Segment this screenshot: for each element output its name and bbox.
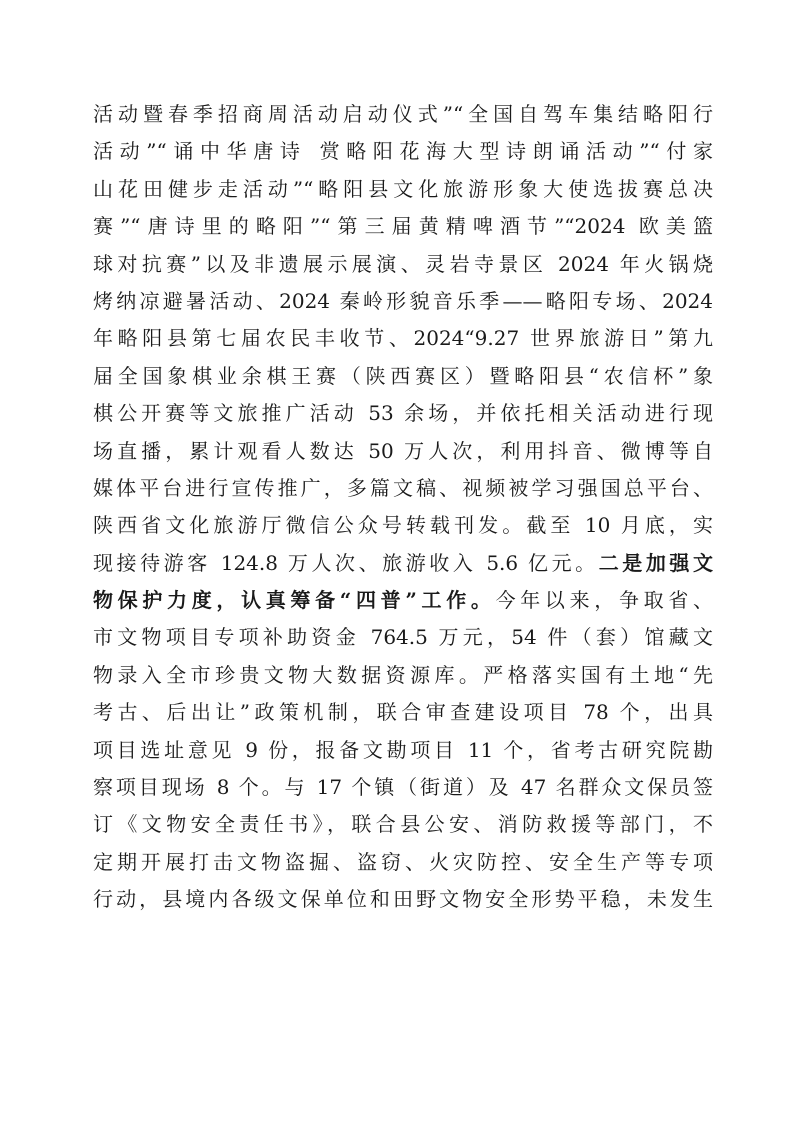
- text-line-20: 订《文物安全责任书》，联合县公安、消防救援等部门，不: [93, 812, 713, 837]
- body-paragraph: [93, 96, 713, 919]
- bold-heading-segment: 物保护力度，认真筹备“四普”工作。: [93, 588, 496, 613]
- text-line-9: 棋公开赛等文旅推广活动 53 余场，并依托相关活动进行现: [93, 401, 713, 426]
- text-line-19: 察项目现场 8 个。与 17 个镇（街道）及 47 名群众文保员签: [93, 775, 713, 800]
- text-line-15: 市文物项目专项补助资金 764.5 万元，54 件（套）馆藏文: [93, 625, 713, 650]
- text-line-6: 烤纳凉避暑活动、2024 秦岭形貌音乐季——略阳专场、2024: [93, 288, 713, 313]
- text-line-1: 活动暨春季招商周活动启动仪式”“全国自驾车集结略阳行: [93, 102, 713, 126]
- text-line-3: 山花田健步走活动”“略阳县文化旅游形象大使选拔赛总决: [93, 176, 713, 201]
- text-line-7: 年略阳县第七届农民丰收节、2024“9.27 世界旅游日”第九: [93, 326, 713, 351]
- text-line-11: 媒体平台进行宣传推广，多篇文稿、视频被学习强国总平台、: [93, 475, 713, 500]
- text-line-17: 考古、后出让”政策机制，联合审查建设项目 78 个，出具: [93, 700, 713, 725]
- text-line-21: 定期开展打击文物盗掘、盗窃、火灾防控、安全生产等专项: [93, 849, 713, 874]
- text-line-5: 球对抗赛”以及非遗展示展演、灵岩寺景区 2024 年火锅烧: [93, 251, 713, 276]
- text-segment: 现接待游客 124.8 万人次、旅游收入 5.6 亿元。: [93, 550, 599, 575]
- text-line-2: 活动”“诵中华唐诗 赏略阳花海大型诗朗诵活动”“付家: [93, 139, 713, 164]
- text-line-16: 物录入全市珍贵文物大数据资源库。严格落实国有土地“先: [93, 662, 713, 687]
- bold-heading-segment: 二是加强文: [598, 550, 713, 575]
- text-line-14: [93, 582, 713, 619]
- text-line-4: 赛”“唐诗里的略阳”“第三届黄精啤酒节”“2024 欧美篮: [93, 214, 713, 239]
- text-segment: 今年以来，争取省、: [495, 588, 713, 613]
- text-line-10: 场直播，累计观看人数达 50 万人次，利用抖音、微博等自: [93, 438, 713, 463]
- text-line-13: [93, 545, 713, 582]
- text-line-22: 行动，县境内各级文保单位和田野文物安全形势平稳，未发生: [93, 887, 713, 912]
- text-line-18: 项目选址意见 9 份，报备文勘项目 11 个，省考古研究院勘: [93, 737, 713, 762]
- text-line-12: 陕西省文化旅游厅微信公众号转载刊发。截至 10 月底，实: [93, 513, 713, 538]
- text-line-8: 届全国象棋业余棋王赛（陕西赛区）暨略阳县“农信杯”象: [93, 363, 713, 388]
